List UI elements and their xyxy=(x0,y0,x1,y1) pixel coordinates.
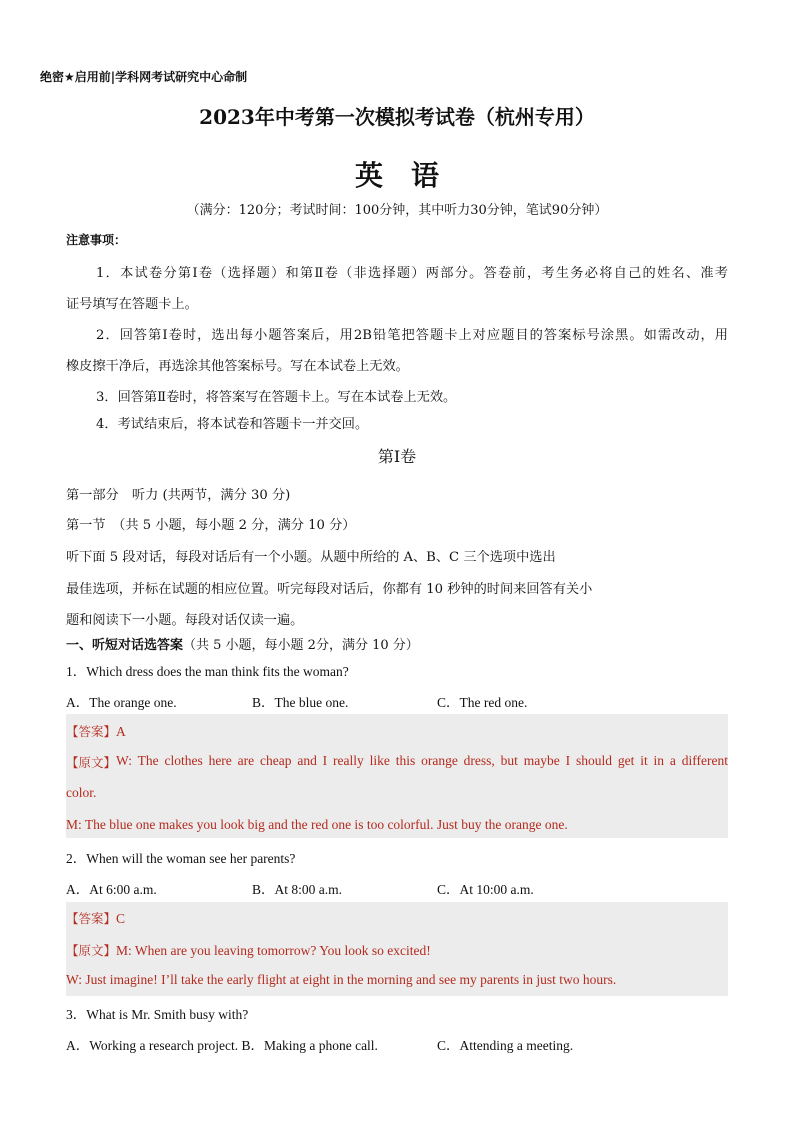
question-3-option-ab: A．Working a research project. B．Making a phone call. xyxy=(66,1038,378,1053)
section1-title: 第一节 （共 5 小题，每小题 2 分，满分 10 分） xyxy=(66,518,356,533)
answer-value: C xyxy=(116,911,126,926)
question-1-answer xyxy=(66,722,126,740)
question-2-answer xyxy=(66,909,125,927)
confidential-note: 绝密★启用前|学科网考试研究中心命制 xyxy=(40,70,248,84)
script-label: 【原文】 xyxy=(66,943,117,958)
question-2-script-line1: 【原文】M: When are you leaving tomorrow? You look so excited! xyxy=(66,943,431,958)
score-info: （满分：120分；考试时间：100分钟，其中听力30分钟，笔试90分钟） xyxy=(186,203,608,218)
notice-item-2-line1: 2．回答第Ⅰ卷时，选出每小题答案后，用2B铅笔把答题卡上对应题目的答案标号涂黑。如需改动，用 xyxy=(96,328,728,343)
section-heading xyxy=(66,634,419,653)
notice-item-4: 4．考试结束后，将本试卷和答题卡一并交回。 xyxy=(96,417,369,432)
question-2-option-a: A．At 6:00 a.m. xyxy=(66,882,157,897)
question-1-option-b: B．The blue one. xyxy=(252,695,349,710)
question-1-script-line2: color. xyxy=(66,785,97,800)
question-2-option-c: C．At 10:00 a.m. xyxy=(437,882,534,897)
question-1-script-line1: 【原文】 W: The clothes here are cheap and I really like this orange dress, but maybe I should get it in a different xyxy=(66,753,728,770)
script-label: 【原文】 xyxy=(66,755,117,770)
volume-title: 第Ⅰ卷 xyxy=(377,447,417,466)
instruction-line-2: 最佳选项，并标在试题的相应位置。听完每段对话后，你都有 10 秒钟的时间来回答有关小 xyxy=(66,582,593,597)
notice-item-1-line1: 1．本试卷分第Ⅰ卷（选择题）和第Ⅱ卷（非选择题）两部分。答卷前，考生务必将自己的姓名、准考 xyxy=(96,266,728,281)
answer-label: 【答案】 xyxy=(66,724,117,739)
question-2-script-line2: W: Just imagine! I’ll take the early flight at eight in the morning and see my parents in just two hours. xyxy=(66,972,617,987)
notice-item-1-line2: 证号填写在答题卡上。 xyxy=(66,297,198,312)
notice-title: 注意事项： xyxy=(66,233,127,247)
notice-item-2-line2: 橡皮擦干净后，再选涂其他答案标号。写在本试卷上无效。 xyxy=(66,359,409,374)
answer-value: A xyxy=(116,724,126,739)
notice-item-3: 3．回答第Ⅱ卷时，将答案写在答题卡上。写在本试卷上无效。 xyxy=(96,390,457,405)
subject-title: 英语 xyxy=(354,159,467,192)
instruction-line-1: 听下面 5 段对话，每段对话后有一个小题。从题中所给的 A、B、C 三个选项中选出 xyxy=(66,550,556,565)
section-heading-rest: （共 5 小题，每小题 2分，满分 10 分） xyxy=(183,638,419,653)
question-2-stem: 2．When will the woman see her parents? xyxy=(66,851,296,866)
question-1-stem: 1．Which dress does the man think fits the woman? xyxy=(66,664,349,679)
question-3-option-c: C．Attending a meeting. xyxy=(437,1038,574,1053)
instruction-line-3: 题和阅读下一小题。每段对话仅读一遍。 xyxy=(66,613,304,628)
part1-title: 第一部分 听力 (共两节，满分 30 分) xyxy=(66,488,291,503)
answer-label: 【答案】 xyxy=(66,911,117,926)
exam-title: 2023年中考第一次模拟考试卷（杭州专用） xyxy=(199,105,595,129)
question-2-option-b: B．At 8:00 a.m. xyxy=(252,882,342,897)
question-1-option-c: C．The red one. xyxy=(437,695,528,710)
question-1-option-a: A．The orange one. xyxy=(66,695,177,710)
section-heading-bold: 一、听短对话选答案 xyxy=(66,638,184,653)
question-1-script-line3: M: The blue one makes you look big and the red one is too colorful. Just buy the orange one. xyxy=(66,817,568,832)
question-3-stem: 3．What is Mr. Smith busy with? xyxy=(66,1007,249,1022)
